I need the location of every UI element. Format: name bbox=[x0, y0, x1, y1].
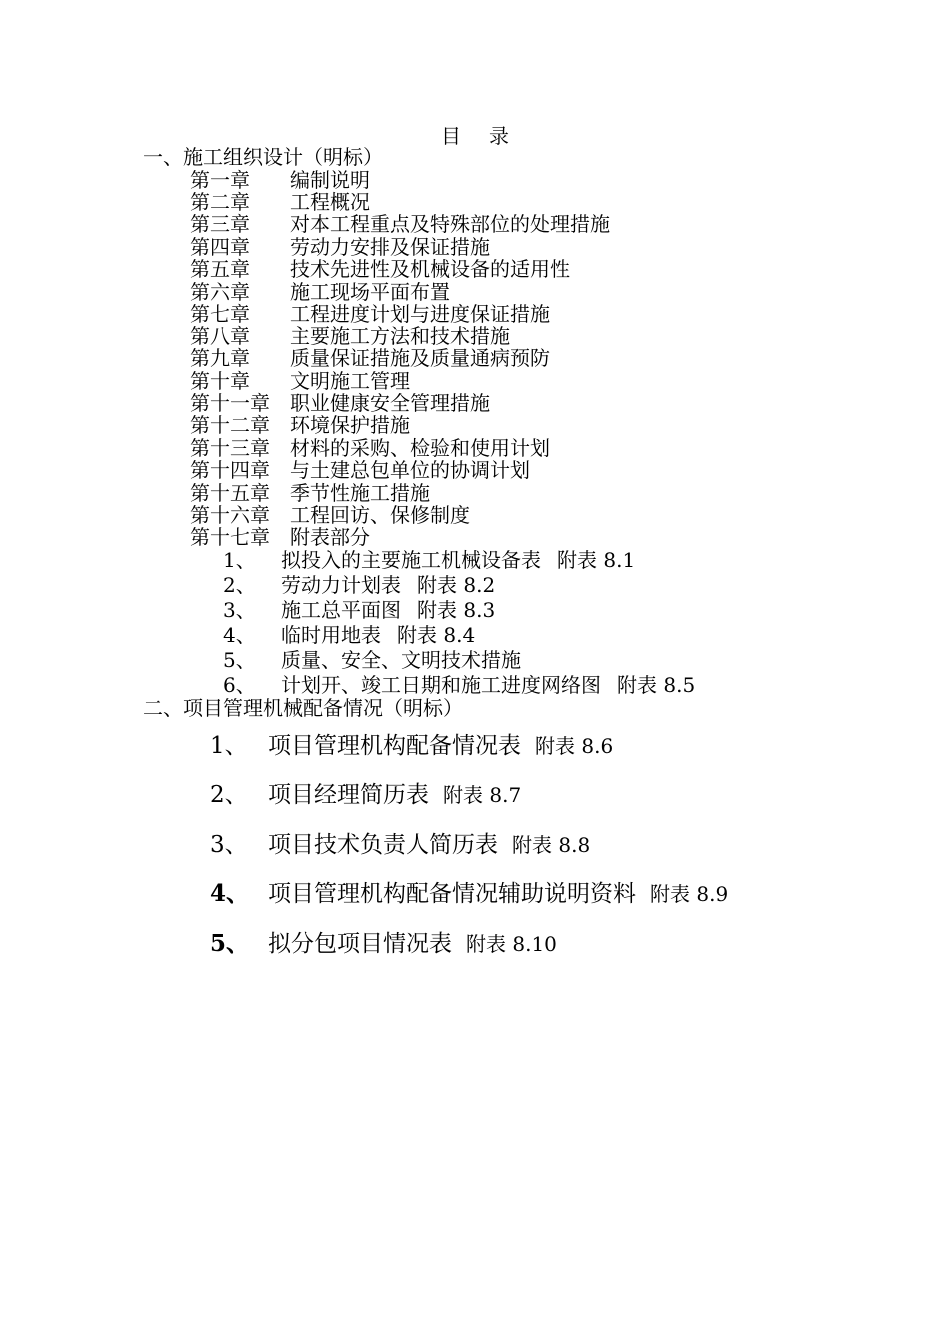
chapter-number: 第十四章 bbox=[190, 458, 270, 482]
chapter-title: 主要施工方法和技术措施 bbox=[290, 324, 510, 348]
management-number: 5、 bbox=[210, 930, 250, 957]
chapter-entry bbox=[190, 281, 450, 303]
page-title: 目录 bbox=[441, 124, 537, 148]
chapter-number: 第六章 bbox=[190, 280, 250, 304]
chapter-entry bbox=[190, 482, 430, 504]
appendix-number: 2、 bbox=[223, 573, 256, 597]
chapter-entry bbox=[190, 437, 550, 459]
chapter-entry bbox=[190, 303, 550, 325]
management-number: 3、 bbox=[210, 832, 248, 858]
chapter-number: 第二章 bbox=[190, 190, 250, 214]
management-number: 1、 bbox=[210, 733, 248, 759]
chapter-number: 第四章 bbox=[190, 235, 250, 259]
chapter-entry bbox=[190, 370, 410, 392]
appendix-ref: 附表 8.4 bbox=[397, 623, 476, 647]
appendix-number: 3、 bbox=[223, 598, 256, 622]
chapter-number: 第十章 bbox=[190, 369, 250, 393]
chapter-title: 质量保证措施及质量通病预防 bbox=[290, 346, 550, 370]
section-heading-2: 二、项目管理机械配备情况（明标） bbox=[143, 696, 463, 720]
appendix-title: 拟投入的主要施工机械设备表 bbox=[281, 548, 541, 572]
chapter-entry bbox=[190, 169, 370, 191]
section-heading-1: 一、施工组织设计（明标） bbox=[143, 145, 383, 169]
management-number: 4、 bbox=[210, 880, 250, 907]
chapter-title: 附表部分 bbox=[290, 525, 370, 549]
management-ref: 附表 8.6 bbox=[535, 734, 614, 758]
chapter-title: 劳动力安排及保证措施 bbox=[290, 235, 490, 259]
appendix-entry bbox=[223, 624, 475, 646]
management-ref: 附表 8.8 bbox=[512, 833, 591, 857]
chapter-entry bbox=[190, 459, 530, 481]
chapter-entry bbox=[190, 526, 370, 548]
chapter-number: 第一章 bbox=[190, 168, 250, 192]
chapter-number: 第十七章 bbox=[190, 525, 270, 549]
chapter-number: 第十三章 bbox=[190, 436, 270, 460]
appendix-title: 计划开、竣工日期和施工进度网络图 bbox=[281, 673, 601, 697]
chapter-entry bbox=[190, 392, 490, 414]
chapter-title: 工程概况 bbox=[290, 190, 370, 214]
chapter-entry bbox=[190, 325, 510, 347]
chapter-entry bbox=[190, 213, 610, 235]
management-ref: 附表 8.7 bbox=[443, 783, 522, 807]
chapter-title: 与土建总包单位的协调计划 bbox=[290, 458, 530, 482]
appendix-ref: 附表 8.1 bbox=[557, 548, 636, 572]
appendix-ref: 附表 8.3 bbox=[417, 598, 496, 622]
chapter-entry bbox=[190, 191, 370, 213]
management-title: 项目管理机构配备情况表 bbox=[268, 733, 521, 759]
appendix-number: 5、 bbox=[223, 648, 256, 672]
chapter-title: 环境保护措施 bbox=[290, 413, 410, 437]
management-entry bbox=[210, 781, 521, 809]
appendix-entry bbox=[223, 574, 495, 596]
chapter-title: 工程回访、保修制度 bbox=[290, 503, 470, 527]
appendix-entry bbox=[223, 549, 635, 571]
appendix-title: 质量、安全、文明技术措施 bbox=[281, 648, 521, 672]
chapter-title: 工程进度计划与进度保证措施 bbox=[290, 302, 550, 326]
chapter-title: 对本工程重点及特殊部位的处理措施 bbox=[290, 212, 610, 236]
management-ref: 附表 8.10 bbox=[466, 932, 557, 956]
management-title: 项目管理机构配备情况辅助说明资料 bbox=[268, 881, 636, 907]
chapter-entry bbox=[190, 504, 470, 526]
chapter-entry bbox=[190, 347, 550, 369]
chapter-title: 编制说明 bbox=[290, 168, 370, 192]
chapter-number: 第九章 bbox=[190, 346, 250, 370]
chapter-number: 第八章 bbox=[190, 324, 250, 348]
chapter-number: 第十五章 bbox=[190, 481, 270, 505]
chapter-title: 材料的采购、检验和使用计划 bbox=[290, 436, 550, 460]
management-entry bbox=[210, 930, 557, 958]
management-entry bbox=[210, 732, 613, 760]
management-title: 拟分包项目情况表 bbox=[268, 931, 452, 957]
management-title: 项目经理简历表 bbox=[268, 782, 429, 808]
chapter-number: 第五章 bbox=[190, 257, 250, 281]
chapter-entry bbox=[190, 236, 490, 258]
chapter-number: 第七章 bbox=[190, 302, 250, 326]
chapter-entry bbox=[190, 414, 410, 436]
chapter-title: 季节性施工措施 bbox=[290, 481, 430, 505]
appendix-entry bbox=[223, 599, 495, 621]
appendix-number: 1、 bbox=[223, 548, 256, 572]
appendix-title: 施工总平面图 bbox=[281, 598, 401, 622]
management-number: 2、 bbox=[210, 782, 248, 808]
appendix-ref: 附表 8.2 bbox=[417, 573, 496, 597]
appendix-number: 4、 bbox=[223, 623, 256, 647]
appendix-entry bbox=[223, 649, 521, 671]
management-entry bbox=[210, 880, 728, 908]
appendix-title: 临时用地表 bbox=[281, 623, 381, 647]
chapter-number: 第三章 bbox=[190, 212, 250, 236]
chapter-number: 第十二章 bbox=[190, 413, 270, 437]
chapter-title: 施工现场平面布置 bbox=[290, 280, 450, 304]
chapter-entry bbox=[190, 258, 570, 280]
chapter-number: 第十六章 bbox=[190, 503, 270, 527]
chapter-title: 技术先进性及机械设备的适用性 bbox=[290, 257, 570, 281]
management-entry bbox=[210, 831, 590, 859]
management-ref: 附表 8.9 bbox=[650, 882, 729, 906]
chapter-title: 文明施工管理 bbox=[290, 369, 410, 393]
appendix-number: 6、 bbox=[223, 673, 256, 697]
management-title: 项目技术负责人简历表 bbox=[268, 832, 498, 858]
appendix-ref: 附表 8.5 bbox=[617, 673, 696, 697]
appendix-title: 劳动力计划表 bbox=[281, 573, 401, 597]
chapter-title: 职业健康安全管理措施 bbox=[290, 391, 490, 415]
appendix-entry bbox=[223, 674, 695, 696]
chapter-number: 第十一章 bbox=[190, 391, 270, 415]
